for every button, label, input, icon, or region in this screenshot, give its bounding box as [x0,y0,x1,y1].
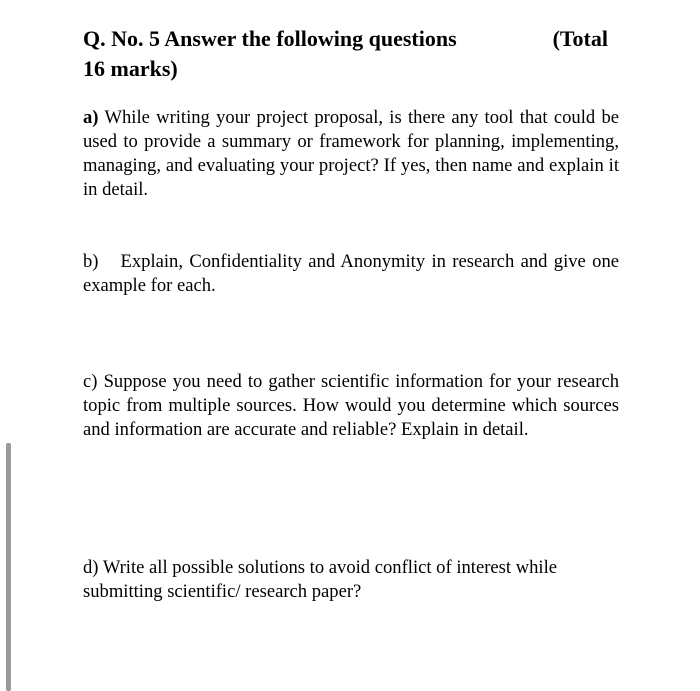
question-d [83,556,619,604]
question-d-text: Write all possible solutions to avoid conflict of interest while submitting scientific/ research paper? [83,557,558,602]
heading-marks-prefix: (Total [552,26,608,51]
question-c-label: c) [83,371,98,392]
question-c [83,370,619,442]
question-b [83,250,619,298]
vertical-scrollbar[interactable] [6,443,11,691]
question-a [83,106,619,202]
question-b-text: Explain, Confidentiality and Anonymity in research and give one example for each. [83,251,619,296]
heading-marks-suffix: 16 marks) [83,56,178,81]
question-b-label: b) [83,251,99,272]
heading-title: Q. No. 5 Answer the following questions [83,26,457,51]
question-a-text: While writing your project proposal, is there any tool that could be used to provide a summary or framework for planning, implementing, managing, and evaluating your project? If yes, then name and explain it in detail. [83,107,619,200]
question-c-text: Suppose you need to gather scientific information for your research topic from multiple sources. How would you determine which sources and information are accurate and reliable? Explain in detail. [83,371,619,440]
question-heading [83,24,608,84]
question-a-label: a) [83,107,99,128]
question-d-label: d) [83,557,99,578]
